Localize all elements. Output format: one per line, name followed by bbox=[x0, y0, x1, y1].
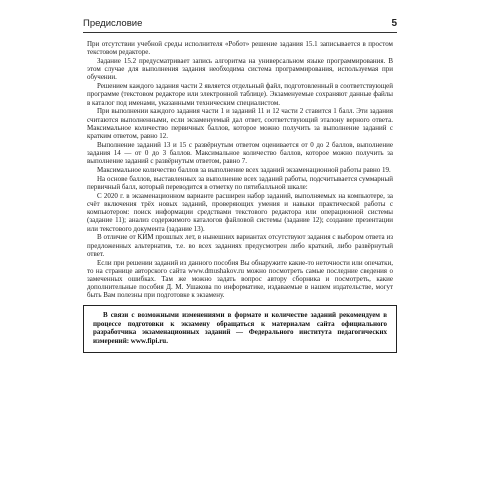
paragraph: Максимальное количество баллов за выполнение всех заданий экзаменационной работы равно 19. bbox=[97, 166, 391, 175]
paragraph: Задание 15.2 предусматривает запись алгоритма на универсальном языке программирования. В этом случае для выполнения задания необходима система программирования, используемая при обучении. bbox=[87, 57, 393, 82]
notice-text: В связи с возможными изменениями в формате и количестве заданий рекомендуем в процессе подготовки к экзамену обращаться к материалам сайта официального разработчика экзаменационных заданий — Федерального института педагогических измерений: www.fipi.ru. bbox=[93, 311, 387, 345]
paragraph: С 2020 г. в экзаменационном варианте расширен набор заданий, выполняемых на компьютере, за счёт включения трёх новых заданий, проверяющих умения и навыки практической работы с компьютером: поиск информации средствами текстового редактора или операционной системы (задание 11); анализ содержимого каталогов файловой системы (задание 12); создание презентации или текстового документа (задание 13). bbox=[87, 191, 393, 233]
page-number: 5 bbox=[391, 18, 397, 29]
paragraph: В отличие от КИМ прошлых лет, в нынешних вариантах отсутствуют задания с выбором ответа из предложенных альтернатив, т.е. во всех заданиях предусмотрен либо краткий, либо развёрнутый ответ. bbox=[87, 233, 393, 258]
paragraph: Выполнение заданий 13 и 15 с развёрнутым ответом оценивается от 0 до 2 баллов, выполнение задания 14 — от 0 до 3 баллов. Максимальное количество баллов, которое можно получить за выполнение заданий с развёрнутым ответом, равно 7. bbox=[87, 140, 393, 166]
notice-box bbox=[83, 305, 397, 353]
section-title: Предисловие bbox=[83, 18, 143, 29]
paragraph: На основе баллов, выставленных за выполнение всех заданий работы, подсчитывается суммарный первичный балл, который переводится в отметку по пятибалльной шкале: bbox=[87, 174, 393, 192]
header-rule bbox=[83, 32, 397, 33]
page-header bbox=[83, 15, 397, 29]
paragraph: Решением каждого задания части 2 является отдельный файл, подготовленный в соответствующей программе (текстовом редакторе или электронной таблице). Экзаменуемые сохраняют данные файлы в каталог под именами, указанными техническим специалистом. bbox=[87, 82, 393, 107]
paragraph: Если при решении заданий из данного пособия Вы обнаружите какие-то неточности или опечатки, то на странице авторского сайта www.dmushakov.ru можно посмотреть самые последние сведения о замеченных ошибках. Там же можно задать вопрос автору сборника и посмотреть, какие дополнительные пособия Д. М. Ушакова по информатике, издаваемые в нашем издательстве, могут быть Вам полезны при подготовке к экзамену. bbox=[87, 258, 393, 300]
body-text bbox=[87, 40, 393, 300]
paragraph: При отсутствии учебной среды исполнителя «Робот» решение задания 15.1 записывается в простом текстовом редакторе. bbox=[87, 40, 393, 57]
paragraph: При выполнении каждого задания части 1 и заданий 11 и 12 части 2 ставится 1 балл. Эти задания считаются выполненными, если экзаменуемый дал ответ, соответствующий эталону верного ответа. Максимальное количество первичных баллов, которое можно получить за выполнение заданий с кратким ответом, равно 12. bbox=[87, 107, 393, 141]
